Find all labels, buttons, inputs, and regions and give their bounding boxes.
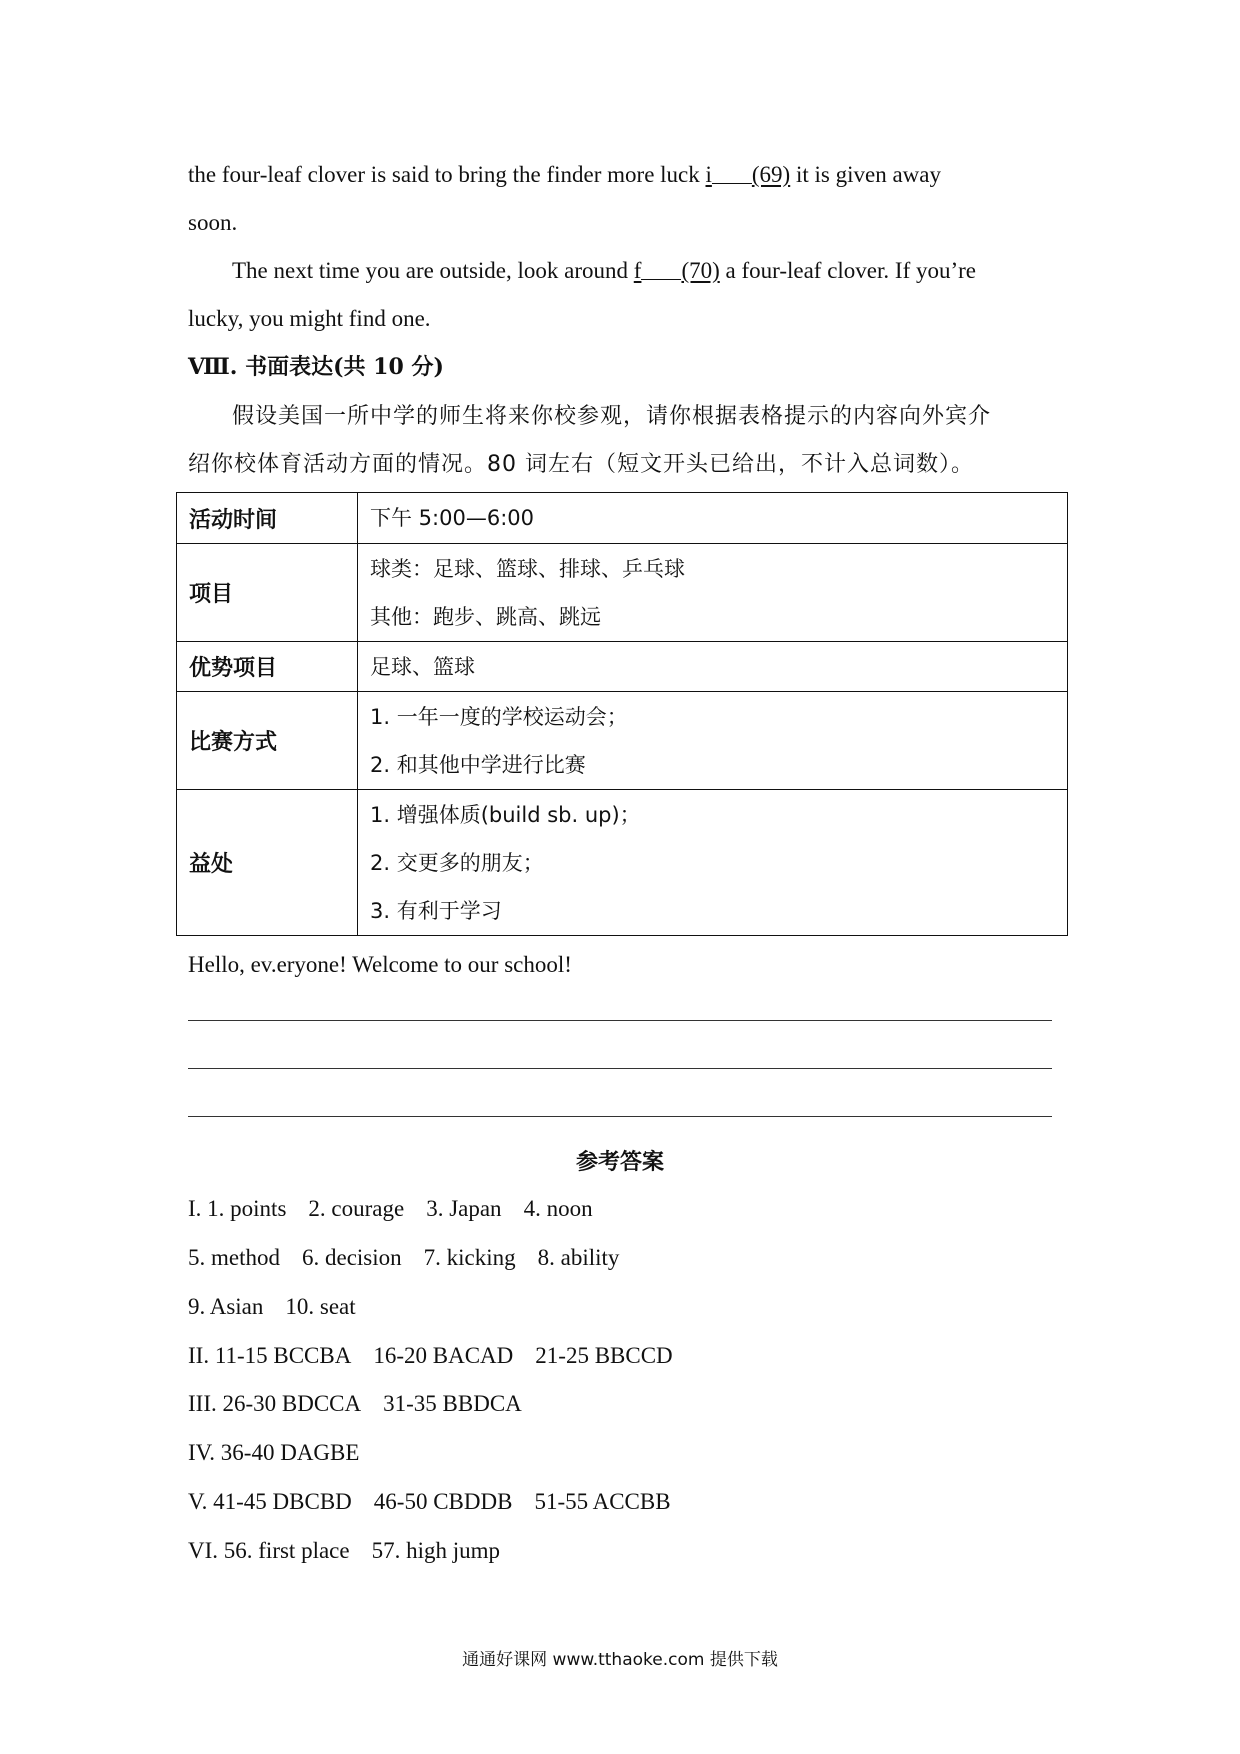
row-key: 活动时间: [177, 493, 358, 544]
answer-item: 21-25 BBCCD: [535, 1343, 673, 1368]
instruction-line-2: 绍你校体育活动方面的情况。80 词左右（短文开头已给出，不计入总词数）。: [188, 452, 974, 477]
row-value: [358, 544, 1068, 642]
blank-70-gap: [641, 259, 681, 280]
table-row: [177, 692, 1068, 790]
answer-item: II. 11-15 BCCBA: [188, 1343, 352, 1368]
text: the four-leaf clover is said to bring the finder more luck: [188, 162, 706, 187]
value-line: 2. 交更多的朋友；: [370, 850, 544, 875]
answer-item: 16-20 BACAD: [373, 1343, 514, 1368]
blank-70-number: (70): [681, 258, 720, 283]
answer-item: 7. kicking: [423, 1245, 516, 1270]
answer-item: VI. 56. first place: [188, 1538, 350, 1563]
table-row: [177, 642, 1068, 692]
answer-line: [188, 1489, 671, 1515]
answer-line: [188, 1294, 356, 1320]
answer-line: [188, 1391, 522, 1417]
text: it is given away: [790, 162, 941, 187]
row-value: [358, 790, 1068, 936]
answer-item: 9. Asian: [188, 1294, 264, 1319]
section-heading: Ⅷ. 书面表达(共 10 分): [188, 354, 444, 380]
value-line: 球类：足球、篮球、排球、乒乓球: [370, 556, 685, 581]
activity-table: [176, 492, 1068, 936]
blank-69-gap: [712, 163, 752, 184]
answer-item: 6. decision: [302, 1245, 402, 1270]
essay-opening: Hello, ev.eryone! Welcome to our school!: [188, 952, 572, 977]
passage-line-2: soon.: [188, 210, 238, 235]
writing-line: [188, 1068, 1052, 1069]
blank-69-letter: i: [705, 162, 712, 187]
text: a four-leaf clover. If you’re: [719, 258, 976, 283]
answer-item: 57. high jump: [371, 1538, 501, 1563]
value-line: 1. 一年一度的学校运动会；: [370, 704, 628, 729]
blank-69: [706, 160, 791, 190]
value-line: 1. 增强体质(build sb. up)；: [370, 802, 641, 827]
writing-line: [188, 1020, 1052, 1021]
answer-item: 51-55 ACCBB: [534, 1489, 671, 1514]
answer-key-title: 参考答案: [575, 1150, 664, 1175]
answer-line: [188, 1245, 619, 1271]
answer-item: 8. ability: [537, 1245, 620, 1270]
passage-line-4: lucky, you might find one.: [188, 306, 431, 331]
value-line: 3. 有利于学习: [370, 898, 502, 923]
row-value: [358, 692, 1068, 790]
page-footer: 通通好课网 www.tthaoke.com 提供下载: [462, 1650, 778, 1670]
row-value: [358, 642, 1068, 692]
row-key: 比赛方式: [177, 692, 358, 790]
passage-line-1: [188, 160, 941, 190]
value-line: 2. 和其他中学进行比赛: [370, 752, 586, 777]
answer-item: V. 41-45 DBCBD: [188, 1489, 352, 1514]
blank-70-letter: f: [633, 258, 642, 283]
answer-item: III. 26-30 BDCCA: [188, 1391, 362, 1416]
answer-line: [188, 1538, 500, 1564]
table-row: [177, 790, 1068, 936]
row-key: 项目: [177, 544, 358, 642]
passage-line-3: [232, 256, 976, 286]
table-row: [177, 544, 1068, 642]
answer-item: 31-35 BBDCA: [383, 1391, 522, 1416]
answer-item: 10. seat: [285, 1294, 356, 1319]
answer-item: 46-50 CBDDB: [373, 1489, 513, 1514]
blank-70: [634, 256, 720, 286]
value-line: 下午 5:00—6:00: [370, 506, 534, 530]
text: The next time you are outside, look around: [232, 258, 634, 283]
answer-item: 3. Japan: [426, 1196, 502, 1221]
writing-line: [188, 1116, 1052, 1117]
answer-item: IV. 36-40 DAGBE: [188, 1440, 360, 1465]
value-line: 足球、篮球: [370, 654, 475, 679]
answer-item: 5. method: [188, 1245, 280, 1270]
answer-line: [188, 1440, 359, 1466]
value-line: 其他：跑步、跳高、跳远: [370, 604, 601, 629]
instruction-line-1: 假设美国一所中学的师生将来你校参观，请你根据表格提示的内容向外宾介: [232, 404, 992, 429]
answer-item: I. 1. points: [188, 1196, 287, 1221]
answer-line: [188, 1196, 593, 1222]
row-key: 益处: [177, 790, 358, 936]
answer-item: 2. courage: [308, 1196, 405, 1221]
row-key: 优势项目: [177, 642, 358, 692]
row-value: [358, 493, 1068, 544]
answer-line: [188, 1343, 673, 1369]
table-row: [177, 493, 1068, 544]
answer-item: 4. noon: [523, 1196, 593, 1221]
blank-69-number: (69): [751, 162, 791, 187]
